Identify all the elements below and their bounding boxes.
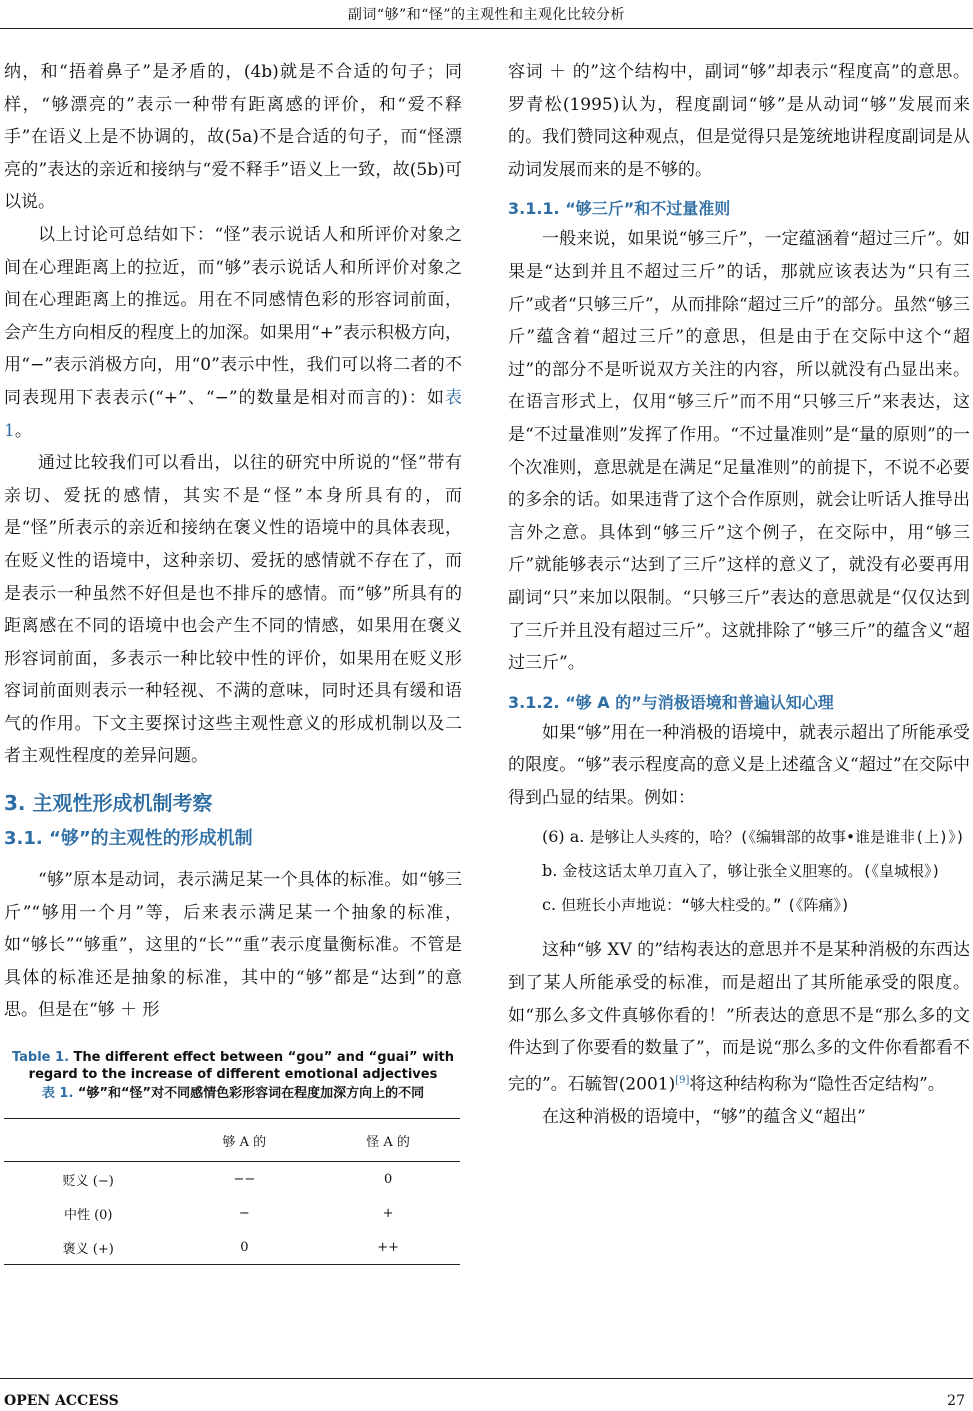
paragraph: “够”原本是动词，表示满足某一个具体的标准。如“够三斤”“够用一个月”等，后来表示满足某一个抽象的标准，如“够长”“够重”，这里的“长”“重”表示度量衡标准。不管是具体的标准还是抽象的标准，其中的“够”都是“达到”的意思。但是在“够 ＋ 形 bbox=[4, 870, 462, 1021]
table-header-cell: 够 A 的 bbox=[172, 1119, 316, 1162]
footer-open-access: OPEN ACCESS bbox=[4, 1393, 119, 1409]
table-row bbox=[4, 1230, 460, 1265]
example-6c bbox=[508, 888, 970, 922]
header-rule bbox=[0, 28, 973, 29]
paragraph: 一般来说，如果说“够三斤”，一定蕴涵着“超过三斤”。如果是“达到并且不超过三斤”的话，那就应该表达为“只有三斤”或者“只够三斤”，从而排除“超过三斤”的部分。虽然“够三斤”蕴含着“超过三斤”的意思，但是由于在交际中这个“超过”的部分不是听说双方关注的内容，所以就没有凸显出来。在语言形式上，仅用“够三斤”而不用“只够三斤”来表达，这是“不过量准则”发挥了作用。“不过量准则”是“量的原则”的一个次准则，意思就是在满足“足量准则”的前提下，不说不必要的多余的话。如果违背了这个合作原则，就会让听话人推导出言外之意。具体到“够三斤”这个例子，在交际中，用“够三斤”就能够表示“达到了三斤”这样的意义了，就没有必要再用副词“只”来加以限制。“只够三斤”表达的意思就是“仅仅达到了三斤并且没有超过三斤”。这就排除了“够三斤”的蕴含义“超过三斤”。 bbox=[508, 229, 970, 674]
paragraph-text: 将这种结构称为“隐性否定结构”。 bbox=[689, 1074, 945, 1095]
left-column bbox=[4, 56, 462, 1265]
section-heading-3-1-2: 3.1.2. “够 A 的”与消极语境和普遍认知心理 bbox=[508, 692, 834, 712]
paragraph: 如果“够”用在一种消极的语境中，就表示超出了所能承受的限度。“够”表示程度高的意义是上述蕴含义“超过”在交际中得到凸显的结果。例如： bbox=[508, 722, 970, 808]
table-cell: 0 bbox=[172, 1230, 316, 1265]
paragraph: 纳，和“捂着鼻子”是矛盾的，(4b)就是不合适的句子；同样，“够漂亮的”表示一种带有距离感的评价，和“爱不释手”在语义上是不协调的，故(5a)不是合适的句子，而“怪漂亮的”表达的亲近和接纳与“爱不释手”语义上一致，故(5b)可以说。 bbox=[4, 62, 462, 213]
paragraph: 在这种消极的语境中，“够”的蕴含义“超出” bbox=[542, 1107, 866, 1128]
table-cell: ++ bbox=[316, 1230, 460, 1265]
table-row bbox=[4, 1162, 460, 1197]
table-link[interactable]: 表 1 bbox=[4, 387, 462, 441]
example-6b bbox=[508, 854, 970, 888]
table-cell: 贬义 (−) bbox=[62, 1173, 114, 1189]
paragraph: 容词 ＋ 的”这个结构中，副词“够”却表示“程度高”的意思。罗青松(1995)认为，程度副词“够”是从动词“够”发展而来的。我们赞同这种观点，但是觉得只是笼统地讲程度副词是从动词发展而来的是不够的。 bbox=[508, 62, 970, 180]
example-text: 是够让人头疼的，哈？ bbox=[589, 828, 740, 847]
section-heading-3: 3. 主观性形成机制考察 bbox=[4, 791, 213, 816]
paragraph bbox=[4, 219, 462, 447]
footer-rule bbox=[0, 1378, 973, 1379]
citation-link[interactable]: [9] bbox=[675, 1074, 690, 1086]
comparison-table bbox=[4, 1118, 460, 1265]
table-header-row bbox=[4, 1119, 460, 1162]
table-caption-zh bbox=[4, 1085, 462, 1102]
table-cell: − bbox=[238, 1205, 250, 1221]
table-caption-zh-text: “够”和“怪”对不同感情色彩形容词在程度加深方向上的不同 bbox=[77, 1086, 425, 1102]
paragraph: 通过比较我们可以看出，以往的研究中所说的“怪”带有亲切、爱抚的感情，其实不是“怪”本身所具有的，而是“怪”所表示的亲近和接纳在褒义性的语境中的具体表现，在贬义性的语境中，这种亲切、爱抚的感情就不存在了，而是表示一种虽然不好但是也不排斥的感情。而“够”所具有的距离感在不同的语境中也会产生不同的情感，如果用在褒义形容词前面，多表示一种比较中性的评价，如果用在贬义形容词前面则表示一种轻视、不满的意味，同时还具有缓和语气的作用。下文主要探讨这些主观性意义的形成机制以及二者主观性程度的差异问题。 bbox=[4, 453, 462, 767]
example-text: 但班长小声地说：“够大柱受的。” bbox=[561, 896, 782, 915]
table-cell: 褒义 (+) bbox=[4, 1230, 172, 1265]
table-cell: 0 bbox=[383, 1171, 393, 1187]
right-column bbox=[508, 56, 970, 1134]
running-title: 副词“够”和“怪”的主观性和主观化比较分析 bbox=[347, 7, 626, 23]
paragraph-text: 这种“够 XV 的”结构表达的意思并不是某种消极的东西达到了某人所能承受的标准，而是超出了其所能承受的限度。如“那么多文件真够你看的！”所表达的意思不是“那么多的文件达到了你要看的数量了”，而是说“那么多的文件你看都看不完的”。石毓智(2001) bbox=[508, 940, 970, 1095]
example-6a bbox=[508, 820, 970, 854]
table-cell: −− bbox=[233, 1171, 256, 1187]
section-heading-3-1-1: 3.1.1. “够三斤”和不过量准则 bbox=[508, 199, 731, 219]
table-caption-en bbox=[4, 1049, 462, 1083]
table-caption-en-text: The different effect between “gou” and “guai” with regard to the increase of different emotional adjectives bbox=[28, 1050, 455, 1083]
example-label: (6) a. bbox=[542, 827, 585, 847]
page-number: 27 bbox=[947, 1393, 965, 1409]
example-source: (《皇城根》) bbox=[862, 862, 941, 881]
example-source: (《编辑部的故事•谁是谁非(上)》) bbox=[739, 828, 965, 847]
table-label-en: Table 1. bbox=[11, 1050, 70, 1066]
table-cell: 中性 (0) bbox=[63, 1207, 113, 1223]
example-text: 金枝这话太单刀直入了，够让张全义胆寒的。 bbox=[562, 862, 863, 881]
paragraph-text: 以上讨论可总结如下：“怪”表示说话人和所评价对象之间在心理距离上的拉近，而“够”表示说话人和所评价对象之间在心理距离上的推远。用在不同感情色彩的形容词前面，会产生方向相反的程度上的加深。如果用“+”表示积极方向，用“−”表示消极方向，用“0”表示中性，我们可以将二者的不同表现用下表表示(“+”、“−”的数量是相对而言的)：如 bbox=[4, 224, 462, 408]
table-row bbox=[4, 1196, 460, 1230]
example-label: c. bbox=[542, 895, 557, 915]
example-label: b. bbox=[542, 861, 558, 881]
table-header-cell: 怪 A 的 bbox=[316, 1119, 460, 1162]
table-cell: + bbox=[382, 1205, 394, 1221]
table-header-cell bbox=[4, 1119, 172, 1162]
paragraph-text: 。 bbox=[14, 420, 32, 441]
section-heading-3-1: 3.1. “够”的主观性的形成机制 bbox=[4, 828, 253, 850]
paragraph bbox=[508, 934, 970, 1101]
example-source: (《阵痛》) bbox=[786, 896, 850, 915]
table-label-zh: 表 1. bbox=[41, 1086, 74, 1102]
